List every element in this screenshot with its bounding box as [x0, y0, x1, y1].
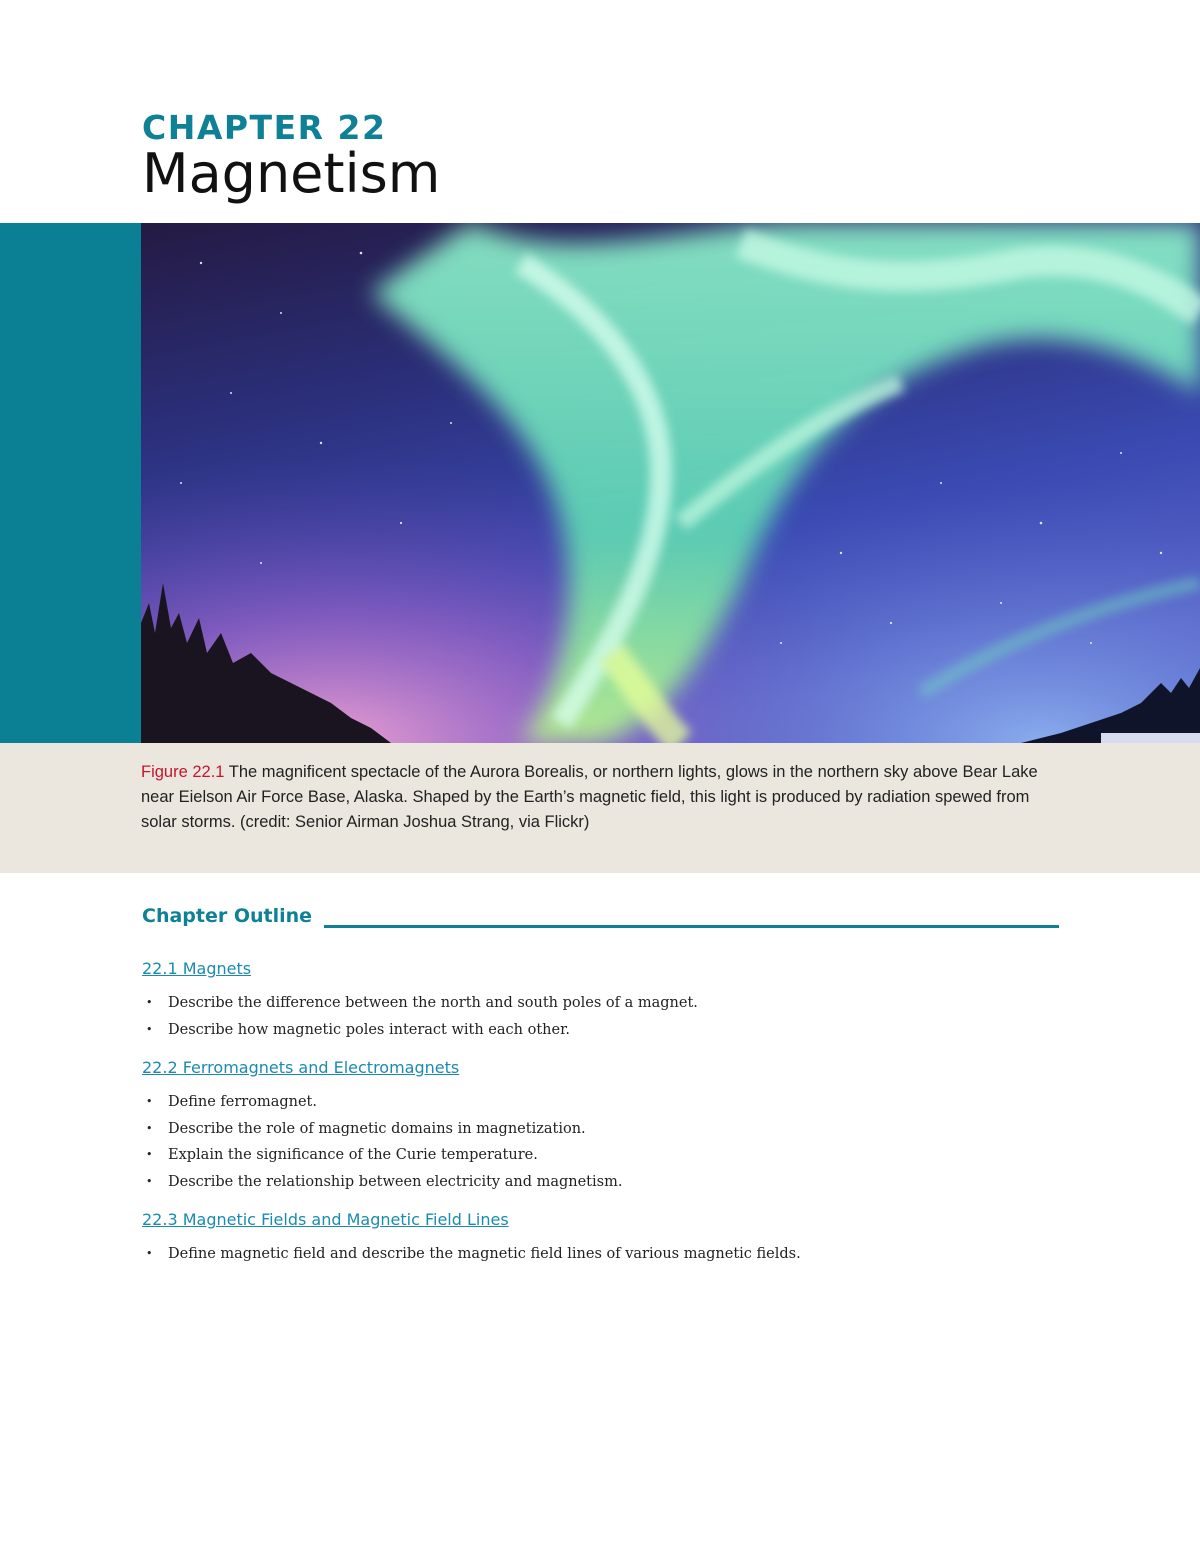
figure-label: Figure 22.1: [141, 763, 225, 781]
objective-text: Describe the relationship between electricity and magnetism.: [168, 1173, 623, 1190]
figure-caption: [141, 760, 1041, 835]
list-item: [142, 1142, 1092, 1169]
bullet-icon: •: [146, 1022, 153, 1036]
bullet-icon: •: [146, 1174, 153, 1188]
list-item: [142, 1116, 1092, 1143]
chapter-outline-heading: Chapter Outline: [142, 905, 313, 927]
objective-text: Define magnetic field and describe the magnetic field lines of various magnetic fields.: [168, 1246, 801, 1262]
section-link-22-2[interactable]: 22.2 Ferromagnets and Electromagnets: [142, 1058, 460, 1077]
objective-text: Describe the difference between the north and south poles of a magnet.: [168, 995, 698, 1011]
bullet-icon: •: [146, 1247, 153, 1260]
objectives-list: [142, 1241, 1092, 1268]
figure-caption-text: The magnificent spectacle of the Aurora Borealis, or northern lights, glows in the northern sky above Bear Lake near Eielson Air Force Base, Alaska. Shaped by the Earth’s magnetic field, this light is produced by radiation spewed from solar storms. (credit: Senior Airman Joshua Strang, via Flickr): [141, 763, 1038, 831]
objectives-list: [142, 990, 1092, 1043]
objective-text: Define ferromagnet.: [168, 1094, 317, 1110]
aurora-photo: [141, 223, 1200, 743]
section-link-22-1[interactable]: 22.1 Magnets: [142, 959, 252, 978]
hero-sidebar: [0, 223, 141, 743]
list-item: [142, 990, 1092, 1017]
objectives-list: [142, 1089, 1092, 1195]
chapter-label: CHAPTER 22: [142, 108, 387, 147]
list-item: [142, 1169, 1092, 1196]
outline-divider: [324, 925, 1059, 928]
bullet-icon: •: [146, 1095, 153, 1108]
list-item: [142, 1017, 1092, 1044]
bullet-icon: •: [146, 1148, 153, 1161]
list-item: [142, 1089, 1092, 1116]
figure-caption-box: [0, 743, 1200, 873]
bullet-icon: •: [146, 1121, 153, 1135]
objective-text: Explain the significance of the Curie temperature.: [168, 1147, 538, 1163]
hero-figure: [0, 223, 1200, 743]
chapter-title: Magnetism: [142, 142, 441, 205]
section-link-22-3[interactable]: 22.3 Magnetic Fields and Magnetic Field Lines: [142, 1210, 509, 1229]
bullet-icon: •: [146, 996, 153, 1009]
chapter-outline: [142, 958, 1092, 1282]
objective-text: Describe the role of magnetic domains in magnetization.: [168, 1120, 586, 1137]
list-item: [142, 1241, 1092, 1268]
objective-text: Describe how magnetic poles interact with each other.: [168, 1021, 571, 1038]
